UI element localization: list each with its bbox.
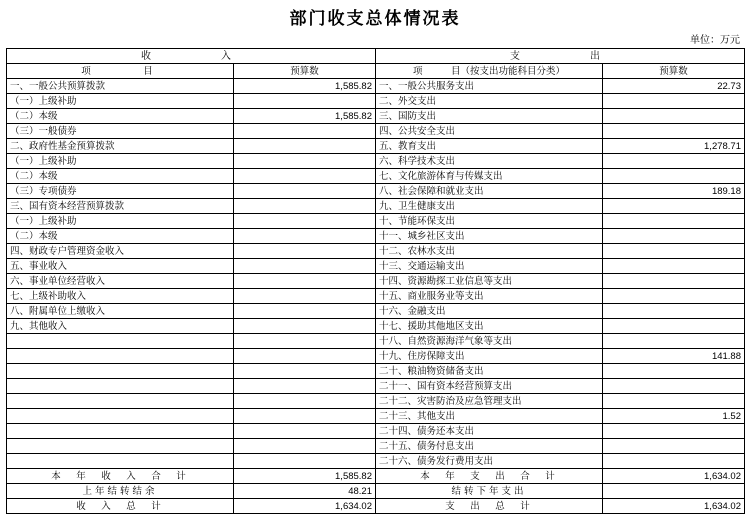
summary-row — [7, 469, 745, 484]
income-item-label: （三）专项债券 — [7, 184, 234, 199]
table-row — [7, 154, 745, 169]
expense-item-label: 一、一般公共服务支出 — [376, 79, 603, 94]
expense-item-amount — [603, 454, 745, 469]
expense-item-amount — [603, 334, 745, 349]
table-row — [7, 169, 745, 184]
expense-item-amount — [603, 439, 745, 454]
expense-item-label: 十三、交通运输支出 — [376, 259, 603, 274]
table-row — [7, 214, 745, 229]
summary-row — [7, 484, 745, 499]
col-header-expense-item: 项 目（按支出功能科目分类） — [376, 64, 603, 79]
expense-item-label: 十二、农林水支出 — [376, 244, 603, 259]
income-item-label: 六、事业单位经营收入 — [7, 274, 234, 289]
table-row — [7, 244, 745, 259]
summary-income-amount: 1,634.02 — [234, 499, 376, 514]
summary-expense-label: 支 出 总 计 — [376, 499, 603, 514]
table-row — [7, 94, 745, 109]
table-row — [7, 199, 745, 214]
expense-item-label: 四、公共安全支出 — [376, 124, 603, 139]
expense-item-label: 五、教育支出 — [376, 139, 603, 154]
income-item-label: 三、国有资本经营预算拨款 — [7, 199, 234, 214]
col-header-income-item: 项 目 — [7, 64, 234, 79]
expense-item-amount — [603, 229, 745, 244]
income-item-amount — [234, 439, 376, 454]
income-item-label: 四、财政专户管理资金收入 — [7, 244, 234, 259]
expense-item-amount — [603, 244, 745, 259]
expense-item-amount — [603, 424, 745, 439]
summary-income-amount: 48.21 — [234, 484, 376, 499]
expense-item-amount — [603, 199, 745, 214]
table-row — [7, 319, 745, 334]
expense-item-amount: 141.88 — [603, 349, 745, 364]
income-item-amount — [234, 169, 376, 184]
expense-item-amount — [603, 319, 745, 334]
summary-income-label: 上年结转结余 — [7, 484, 234, 499]
expense-item-label: 十、节能环保支出 — [376, 214, 603, 229]
income-item-amount — [234, 124, 376, 139]
table-row — [7, 304, 745, 319]
income-item-amount — [234, 259, 376, 274]
income-item-amount — [234, 334, 376, 349]
summary-expense-label: 结转下年支出 — [376, 484, 603, 499]
income-item-label — [7, 409, 234, 424]
income-item-label — [7, 379, 234, 394]
income-item-amount: 1,585.82 — [234, 109, 376, 124]
expense-item-label: 十八、自然资源海洋气象等支出 — [376, 334, 603, 349]
income-item-label — [7, 439, 234, 454]
expense-item-label: 十七、援助其他地区支出 — [376, 319, 603, 334]
income-item-label: 九、其他收入 — [7, 319, 234, 334]
income-item-label — [7, 334, 234, 349]
income-item-amount — [234, 244, 376, 259]
col-header-expense-amount: 预算数 — [603, 64, 745, 79]
summary-income-amount: 1,585.82 — [234, 469, 376, 484]
expense-item-amount — [603, 124, 745, 139]
expense-item-label: 二十一、国有资本经营预算支出 — [376, 379, 603, 394]
income-item-amount — [234, 199, 376, 214]
expense-item-amount — [603, 289, 745, 304]
income-item-amount — [234, 454, 376, 469]
income-item-amount — [234, 289, 376, 304]
table-row — [7, 424, 745, 439]
group-header-row — [7, 49, 745, 64]
expense-item-amount — [603, 154, 745, 169]
expense-item-label: 二十三、其他支出 — [376, 409, 603, 424]
income-item-label — [7, 349, 234, 364]
income-item-label — [7, 424, 234, 439]
income-item-amount — [234, 94, 376, 109]
expense-item-amount — [603, 259, 745, 274]
income-item-label — [7, 394, 234, 409]
income-item-label: （一）上级补助 — [7, 214, 234, 229]
income-item-amount — [234, 184, 376, 199]
table-row — [7, 364, 745, 379]
income-item-amount — [234, 304, 376, 319]
group-header-expense: 支 出 — [376, 49, 745, 64]
table-row — [7, 334, 745, 349]
expense-item-label: 十一、城乡社区支出 — [376, 229, 603, 244]
table-row — [7, 124, 745, 139]
column-header-row — [7, 64, 745, 79]
income-item-label: （二）本级 — [7, 109, 234, 124]
table-row — [7, 274, 745, 289]
expense-item-amount — [603, 214, 745, 229]
table-row — [7, 409, 745, 424]
income-item-amount — [234, 154, 376, 169]
income-item-label — [7, 364, 234, 379]
expense-item-amount: 1.52 — [603, 409, 745, 424]
expense-item-label: 二十二、灾害防治及应急管理支出 — [376, 394, 603, 409]
income-item-amount — [234, 349, 376, 364]
summary-row — [7, 499, 745, 514]
income-item-amount — [234, 394, 376, 409]
income-item-amount — [234, 379, 376, 394]
income-item-label: （一）上级补助 — [7, 94, 234, 109]
expense-item-label: 八、社会保障和就业支出 — [376, 184, 603, 199]
expense-item-label: 二、外交支出 — [376, 94, 603, 109]
income-item-label: 七、上级补助收入 — [7, 289, 234, 304]
table-row — [7, 184, 745, 199]
income-item-amount — [234, 424, 376, 439]
expense-item-amount — [603, 394, 745, 409]
expense-item-amount: 1,278.71 — [603, 139, 745, 154]
expense-item-label: 十六、金融支出 — [376, 304, 603, 319]
group-header-income: 收 入 — [7, 49, 376, 64]
page-title: 部门收支总体情况表 — [289, 9, 461, 28]
summary-expense-amount: 1,634.02 — [603, 499, 745, 514]
expense-item-amount — [603, 379, 745, 394]
income-item-amount — [234, 139, 376, 154]
expense-item-label: 九、卫生健康支出 — [376, 199, 603, 214]
income-item-amount — [234, 214, 376, 229]
expense-item-amount — [603, 364, 745, 379]
expense-item-amount — [603, 109, 745, 124]
table-row — [7, 379, 745, 394]
income-item-label: 二、政府性基金预算拨款 — [7, 139, 234, 154]
table-row — [7, 79, 745, 94]
expense-item-amount: 189.18 — [603, 184, 745, 199]
income-item-amount: 1,585.82 — [234, 79, 376, 94]
expense-item-amount — [603, 304, 745, 319]
table-row — [7, 289, 745, 304]
income-item-label: （二）本级 — [7, 169, 234, 184]
income-item-label: （二）本级 — [7, 229, 234, 244]
expense-item-label: 十九、住房保障支出 — [376, 349, 603, 364]
table-row — [7, 349, 745, 364]
income-item-label: （三）一般债券 — [7, 124, 234, 139]
expense-item-label: 二十五、债务付息支出 — [376, 439, 603, 454]
income-item-label: 五、事业收入 — [7, 259, 234, 274]
income-item-amount — [234, 364, 376, 379]
expense-item-amount: 22.73 — [603, 79, 745, 94]
unit-note: 单位：万元 — [690, 35, 740, 46]
table-row — [7, 109, 745, 124]
expense-item-label: 十五、商业服务业等支出 — [376, 289, 603, 304]
expense-item-label: 六、科学技术支出 — [376, 154, 603, 169]
expense-item-amount — [603, 94, 745, 109]
income-item-amount — [234, 274, 376, 289]
expense-item-label: 十四、资源勘探工业信息等支出 — [376, 274, 603, 289]
expense-item-label: 二十六、债务发行费用支出 — [376, 454, 603, 469]
summary-expense-amount — [603, 484, 745, 499]
expense-item-label: 二十四、债务还本支出 — [376, 424, 603, 439]
table-row — [7, 394, 745, 409]
table-row — [7, 229, 745, 244]
expense-item-label: 三、国防支出 — [376, 109, 603, 124]
table-row — [7, 139, 745, 154]
income-item-label: （一）上级补助 — [7, 154, 234, 169]
expense-item-amount — [603, 274, 745, 289]
table-row — [7, 259, 745, 274]
income-item-amount — [234, 319, 376, 334]
summary-expense-amount: 1,634.02 — [603, 469, 745, 484]
table-row — [7, 439, 745, 454]
expense-item-label: 七、文化旅游体育与传媒支出 — [376, 169, 603, 184]
col-header-income-amount: 预算数 — [234, 64, 376, 79]
income-item-label — [7, 454, 234, 469]
expense-item-label: 二十、粮油物资储备支出 — [376, 364, 603, 379]
income-item-amount — [234, 229, 376, 244]
summary-income-label: 收 入 总 计 — [7, 499, 234, 514]
expense-item-amount — [603, 169, 745, 184]
income-item-label: 一、一般公共预算拨款 — [7, 79, 234, 94]
summary-income-label: 本 年 收 入 合 计 — [7, 469, 234, 484]
budget-summary-table — [6, 48, 745, 514]
income-item-amount — [234, 409, 376, 424]
income-item-label: 八、附属单位上缴收入 — [7, 304, 234, 319]
table-row — [7, 454, 745, 469]
summary-expense-label: 本 年 支 出 合 计 — [376, 469, 603, 484]
